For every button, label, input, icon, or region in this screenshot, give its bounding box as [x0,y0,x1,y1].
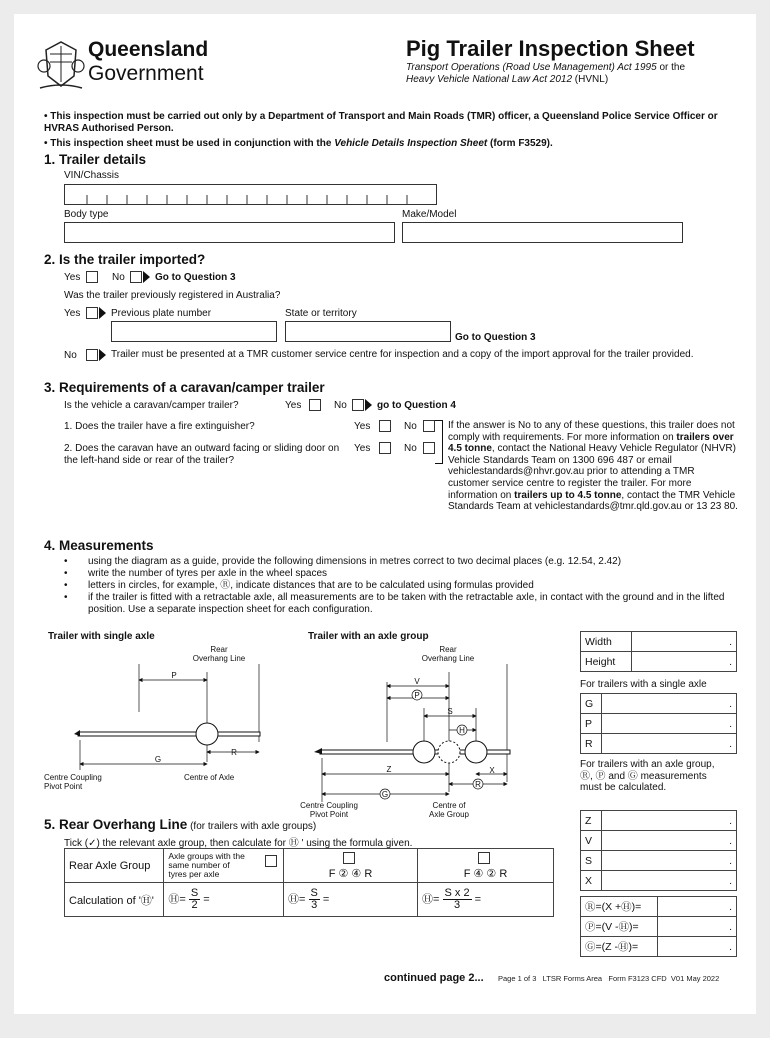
import-approval-text: Trailer must be presented at a TMR customer service centre for inspection and a copy of the import approval for the trailer provided. [111,349,694,360]
instruction-3: letters in circles, for example, Ⓡ, indicate distances that are to be calculated using formulas provided [88,580,534,591]
axle-group-label: Axle Group [428,810,470,819]
caravan-compliance-note: If the answer is No to any of these questions, this trailer does not comply with requirements. For more information on trailers over 4.5 tonne, contact the National Heavy Vehicle Regulator (NHVR) Vehicle Standards Team on 1300 696 487 or email vehiclestandards@nhvr.gov.au prior to attending a TMR customer service centre to register the trailer. For more information on trailers up to 4.5 tonne, contact the TMR Vehicle Standards Team at vehiclestandards@tmr.qld.gov.au or 13 23 80. [448,420,738,513]
intro-bullet-2: • This inspection sheet must be used in conjunction with the Vehicle Details Inspection Sheet (form F3529). [44,138,553,149]
p-label: P [581,714,602,734]
rear-axle-group-table [64,848,554,917]
state-territory-input[interactable] [285,321,451,342]
door-no-label: No [404,443,417,454]
p-calc-label: Ⓟ=(V -Ⓗ)= [581,917,658,937]
f2r4-cell [284,849,418,883]
f2r4-label: F ② ④ R [328,868,373,880]
previous-plate-label: Previous plate number [111,308,212,319]
fire-no-checkbox[interactable] [423,420,435,432]
diagram-axle-group-title: Trailer with an axle group [308,631,429,642]
p-calc-row[interactable] [581,917,737,937]
s-row[interactable] [581,851,737,871]
door-yes-label: Yes [354,443,371,454]
p-calc-value[interactable]: . [658,917,737,937]
r-calc-value[interactable]: . [658,897,737,917]
r-value[interactable]: . [602,734,737,754]
v-label: V [581,831,602,851]
g-calc-label: Ⓖ=(Z -Ⓗ)= [581,937,658,957]
z-row[interactable] [581,811,737,831]
dim-r-group: R [475,780,481,789]
same-number-cell [164,849,284,883]
dim-g-group: G [381,790,389,799]
previous-plate-input[interactable] [111,321,277,342]
g-row[interactable] [581,694,737,714]
page-number: Page 1 of 3 [498,974,537,983]
caravan-yes-checkbox[interactable] [309,399,321,411]
go-arrow-icon [99,307,106,319]
calc-f4r2[interactable]: Ⓗ= $\frac{\text{S x 2}}{3}$ = [418,883,554,917]
coat-of-arms-logo [36,36,86,92]
imported-no-checkbox[interactable] [130,271,142,283]
outward-door-question: 2. Does the caravan have an outward facing or sliding door on the left-hand side or rear of the trailer? [64,443,340,466]
goto-question-4: go to Question 4 [377,400,456,411]
dim-g-single: G [154,755,162,764]
goto-question-3-b: Go to Question 3 [455,332,536,343]
x-value[interactable]: . [602,871,737,891]
axle-group-note: For trailers with an axle group, Ⓡ, Ⓟ and Ⓖ measurements must be calculated. [580,759,715,793]
registered-yes-label: Yes [64,308,81,319]
single-axle-note: For trailers with a single axle [580,679,707,690]
g-label: G [581,694,602,714]
dim-x-group: X [489,766,495,775]
caravan-no-label: No [334,400,347,411]
g-calc-value[interactable]: . [658,937,737,957]
tick-instruction: Tick (✓) the relevant axle group, then calculate for Ⓗ ' using the formula given. [64,838,413,849]
centre-coupling-label-group: Centre Coupling [300,801,358,810]
measurement-instructions: • using the diagram as a guide, provide the following dimensions in metres correct to two decimal places (e.g. 12.54, 2.42) • write the number of tyres per axle in the wheel spaces • letters in circles, for example, Ⓡ, indicate distances that are to be calculated using formulas provided • if the trailer is fitted with a retractable axle, all measurements are to be taken with the retractable axle, in contact with the ground and in the lifted position. Use a separate inspection sheet for each configuration. [64,556,725,615]
form-version: V01 May 2022 [670,974,720,983]
calc-f2r4[interactable]: Ⓗ= $\frac{S}{3}$ = [284,883,418,917]
s-label: S [581,851,602,871]
width-value[interactable]: . [632,632,737,652]
g-value[interactable]: . [602,694,737,714]
p-row[interactable] [581,714,737,734]
calculated-table [580,896,737,957]
footer-meta [498,974,719,983]
goto-question-3: Go to Question 3 [155,272,236,283]
forms-area: LTSR Forms Area [542,974,603,983]
section-5-heading: 5. Rear Overhang Line (for trailers with axle groups) [44,817,317,832]
axle-group-table [580,810,737,891]
vin-character-dividers [65,185,436,204]
section-2-heading: 2. Is the trailer imported? [44,252,206,267]
height-label: Height [581,652,632,672]
form-page [14,14,756,1014]
dim-p-single: P [171,671,177,680]
caravan-yes-label: Yes [285,400,302,411]
registered-no-label: No [64,350,77,361]
door-yes-checkbox[interactable] [379,442,391,454]
continued-label: continued page 2... [384,972,484,984]
page-subtitle: Transport Operations (Road Use Management) Act 1995 or the Heavy Vehicle National Law Act 2012 (HVNL) [406,62,686,85]
body-type-label: Body type [64,209,109,220]
go-arrow-icon [99,349,106,361]
form-number: Form F3123 CFD [608,974,667,983]
z-value[interactable]: . [602,811,737,831]
rear-axle-group-label: Rear Axle Group [65,849,164,883]
section-4-heading: 4. Measurements [44,538,154,553]
dim-z-group: Z [386,765,392,774]
height-value[interactable]: . [632,652,737,672]
r-calc-label: Ⓡ=(X +Ⓗ)= [581,897,658,917]
rear-overhang-line-label-single: Overhang Line [192,654,246,663]
calculation-label: Calculation of 'Ⓗ' [65,883,164,917]
door-no-checkbox[interactable] [423,442,435,454]
instruction-1: using the diagram as a guide, provide the following dimensions in metres correct to two decimal places (e.g. 12.54, 2.42) [88,556,622,567]
page-title: Pig Trailer Inspection Sheet [406,36,695,61]
f2r4-checkbox[interactable] [343,852,355,864]
diagram-single-axle-title: Trailer with single axle [48,631,155,642]
x-label: X [581,871,602,891]
fire-no-label: No [404,421,417,432]
pivot-point-label-group: Pivot Point [309,810,349,819]
g-calc-row[interactable] [581,937,737,957]
r-calc-row[interactable] [581,897,737,917]
section-3-heading: 3. Requirements of a caravan/camper trailer [44,380,325,395]
logo-government: Government [88,62,204,85]
calc-same-number[interactable]: Ⓗ= $\frac{S}{2}$ = [164,883,284,917]
p-value[interactable]: . [602,714,737,734]
instruction-4: if the trailer is fitted with a retractable axle, all measurements are to be taken with the retractable axle, in contact with the ground and in the lifted position. Use a separate inspection sheet for each configuration. [88,592,725,615]
imported-yes-label: Yes [64,272,81,283]
same-number-checkbox[interactable] [265,855,277,867]
r-row[interactable] [581,734,737,754]
centre-coupling-label-single: Centre Coupling [44,773,102,782]
v-row[interactable] [581,831,737,851]
v-value[interactable]: . [602,831,737,851]
go-arrow-icon [365,399,372,411]
width-label: Width [581,632,632,652]
registered-yes-checkbox[interactable] [86,307,98,319]
f4r2-checkbox[interactable] [478,852,490,864]
dim-v-group: V [414,677,420,686]
dim-s-group: S [447,707,453,716]
trailer-diagrams [44,642,574,819]
centre-axle-label: Centre of Axle [184,773,235,782]
fire-yes-checkbox[interactable] [379,420,391,432]
state-territory-label: State or territory [285,308,357,319]
dim-p-group: P [414,691,420,700]
bracket-connector [435,420,443,464]
width-height-table [580,631,737,672]
z-label: Z [581,811,602,831]
s-value[interactable]: . [602,851,737,871]
vin-input[interactable] [64,184,437,205]
rear-overhang-line-label-group: Overhang Line [421,654,475,663]
previously-registered-question: Was the trailer previously registered in Australia? [64,290,281,301]
same-number-label: Axle groups with the same number of tyres per axle [168,851,245,879]
pivot-point-label-single: Pivot Point [44,782,83,791]
width-row[interactable] [581,632,737,652]
go-arrow-icon [143,271,150,283]
make-model-label: Make/Model [402,209,457,220]
centre-of-label: Centre of [432,801,466,810]
single-axle-table [580,693,737,754]
dim-r-single: R [231,748,237,757]
vin-label: VIN/Chassis [64,170,120,181]
height-row[interactable] [581,652,737,672]
f4r2-label: F ④ ② R [463,868,508,880]
f4r2-cell [418,849,554,883]
caravan-question: Is the vehicle a caravan/camper trailer? [64,400,239,411]
fire-yes-label: Yes [354,421,371,432]
fire-extinguisher-question: 1. Does the trailer have a fire extinguisher? [64,421,255,432]
rear-label-single: Rear [210,645,228,654]
rear-label-group: Rear [439,645,457,654]
r-label: R [581,734,602,754]
imported-yes-checkbox[interactable] [86,271,98,283]
body-type-input[interactable] [64,222,395,243]
section-1-heading: 1. Trailer details [44,152,147,167]
make-model-input[interactable] [402,222,683,243]
registered-no-checkbox[interactable] [86,349,98,361]
imported-no-label: No [112,272,125,283]
intro-bullet-1: • This inspection must be carried out only by a Department of Transport and Main Roads (TMR) officer, a Queensland Police Service Officer or HVRAS Authorised Person. [44,111,718,134]
logo-queensland: Queensland [88,38,209,61]
x-row[interactable] [581,871,737,891]
dim-h-group: H [459,726,465,735]
instruction-2: write the number of tyres per axle in the wheel spaces [88,568,328,579]
caravan-no-checkbox[interactable] [352,399,364,411]
